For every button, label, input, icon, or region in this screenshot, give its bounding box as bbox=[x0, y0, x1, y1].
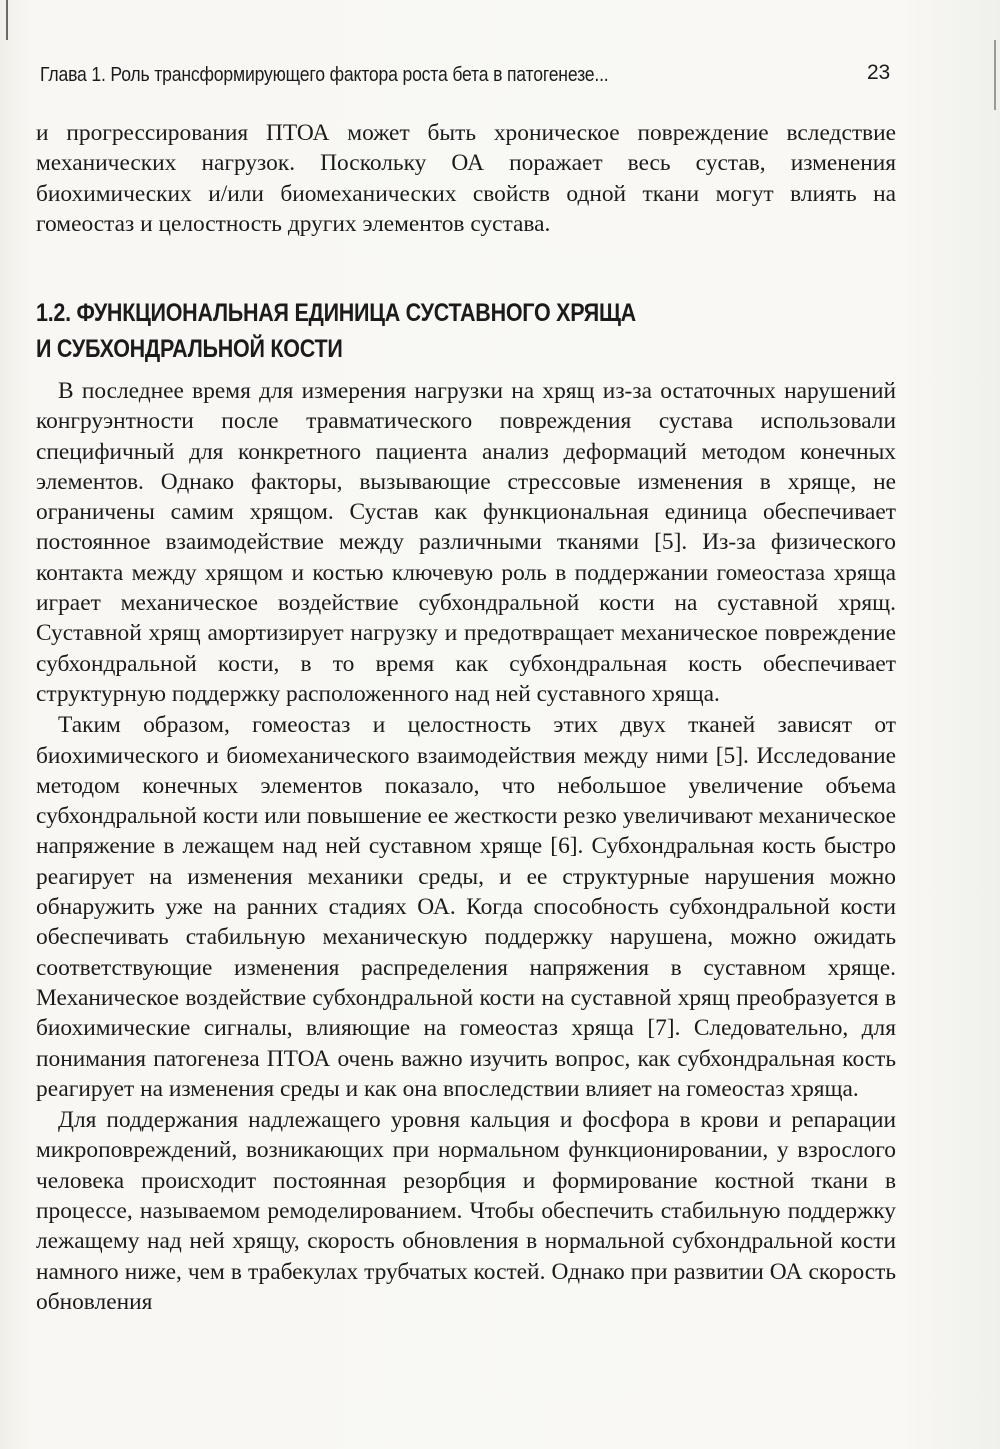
section-heading bbox=[36, 295, 896, 367]
continuation-paragraph: и прогрессирования ПТОА может быть хроническое повреждение вследствие механических нагрузок. Поскольку ОА поражает весь сустав, изменения биохимических и/или биомеханических свойств одной ткани могут влиять на гомеостаз и целостность других элементов сустава. bbox=[36, 120, 896, 237]
section-body bbox=[36, 376, 896, 1317]
section-heading-line-1: 1.2. ФУНКЦИОНАЛЬНАЯ ЕДИНИЦА СУСТАВНОГО ХРЯЩА bbox=[36, 299, 636, 327]
section-heading-line-2: И СУБХОНДРАЛЬНОЙ КОСТИ bbox=[36, 335, 343, 363]
continuation-text bbox=[36, 118, 896, 239]
running-title: Глава 1. Роль трансформирующего фактора роста бета в патогенезе... bbox=[40, 64, 609, 86]
page-number: 23 bbox=[867, 61, 890, 84]
scan-edge-mark-right bbox=[994, 40, 996, 110]
body-paragraph: Для поддержания надлежащего уровня кальция и фосфора в крови и репарации микроповреждений, возникающих при нормальном функционировании, у взрослого человека происходит постоянная резорбция и формирование костной ткани в процессе, называемом ремоделированием. Чтобы обеспечить стабильную поддержку лежащему над ней хрящу, скорость обновления в нормальной субхондральной кости намного ниже, чем в трабекулах трубчатых костей. Однако при развитии ОА скорость обновления bbox=[36, 1107, 896, 1315]
running-header bbox=[40, 61, 900, 94]
body-paragraph: В последнее время для измерения нагрузки на хрящ из-за остаточных нарушений конгруэнтности после травматического повреждения сустава использовали специфичный для конкретного пациента анализ деформаций методом конечных элементов. Однако факторы, вызывающие стрессовые изменения в хряще, не ограничены самим хрящом. Сустав как функциональная единица обеспечивает постоянное взаимодействие между различными тканями [5]. Из-за физического контакта между хрящом и костью ключевую роль в поддержании гомеостаза хряща играет механическое воздействие субхондральной кости на суставной хрящ. Суставной хрящ амортизирует нагрузку и предотвращает механическое повреждение субхондральной кости, в то время как субхондральная кость обеспечивает структурную поддержку расположенного над ней суставного хряща. bbox=[36, 378, 896, 707]
body-paragraph: Таким образом, гомеостаз и целостность этих двух тканей зависят от биохимического и биомеханического взаимодействия между ними [5]. Исследование методом конечных элементов показало, что небольшое увеличение объема субхондральной кости или повышение ее жесткости резко увеличивают механическое напряжение в лежащем над ней суставном хряще [6]. Субхондральная кость быстро реагирует на изменения механики среды, и ее структурные нарушения можно обнаружить уже на ранних стадиях ОА. Когда способность субхондральной кости обеспечивать стабильную механическую поддержку нарушена, можно ожидать соответствующие изменения распределения напряжения в суставном хряще. Механическое воздействие субхондральной кости на суставной хрящ преобразуется в биохимические сигналы, влияющие на гомеостаз хряща [7]. Следовательно, для понимания патогенеза ПТОА очень важно изучить вопрос, как субхондральная кость реагирует на изменения среды и как она впоследствии влияет на гомеостаз хряща. bbox=[36, 712, 896, 1102]
scan-edge-mark bbox=[6, 0, 8, 40]
